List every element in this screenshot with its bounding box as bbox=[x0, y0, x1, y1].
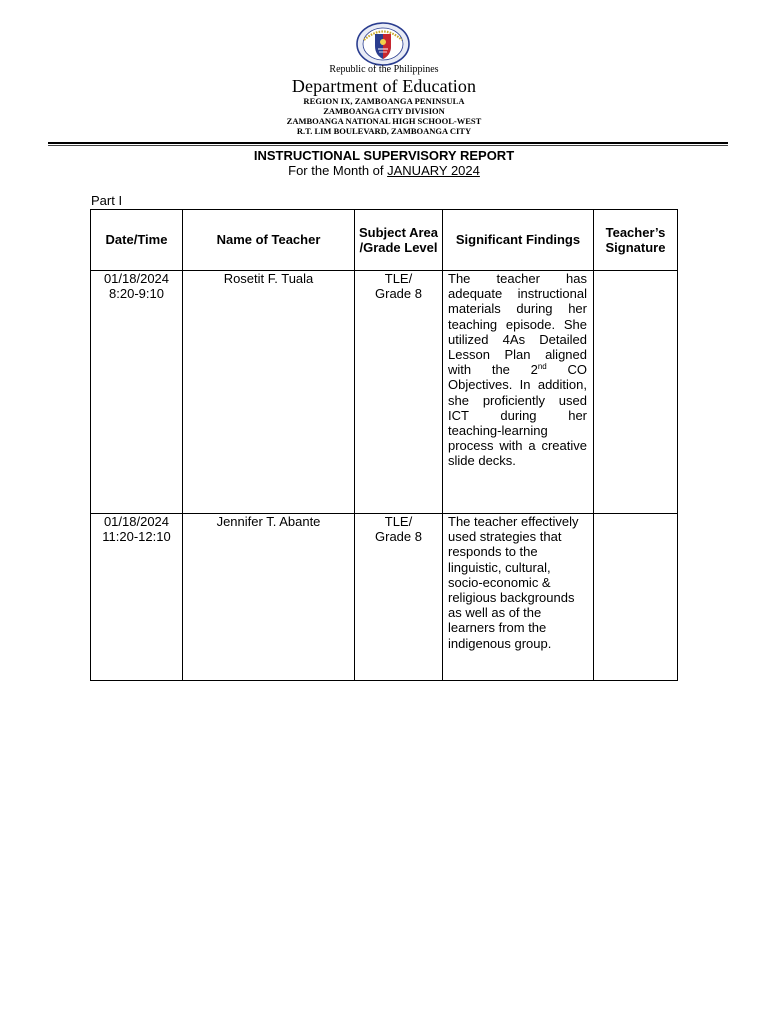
department-name: Department of Education bbox=[291, 76, 477, 96]
supervisory-table bbox=[90, 209, 678, 681]
republic-line: Republic of the Philippines bbox=[329, 64, 439, 75]
signature-cell bbox=[594, 514, 678, 681]
header-subject: Subject Area /Grade Level bbox=[355, 210, 443, 271]
part-label: Part I bbox=[91, 193, 123, 208]
region-line: REGION IX, ZAMBOANGA PENINSULA bbox=[303, 96, 465, 106]
report-title: INSTRUCTIONAL SUPERVISORY REPORT bbox=[253, 148, 515, 163]
findings-cell: The teacher effectively used strategies that responds to the linguistic, cultural, socio-economic & religious backgrounds as well as of the learners from the indigenous group. bbox=[443, 514, 594, 681]
date-text: 01/18/2024 bbox=[103, 271, 170, 286]
grade-text: Grade 8 bbox=[375, 529, 422, 545]
table-row bbox=[91, 514, 678, 681]
school-line: ZAMBOANGA NATIONAL HIGH SCHOOL-WEST bbox=[286, 116, 482, 126]
findings-cell bbox=[443, 271, 594, 514]
division-line: ZAMBOANGA CITY DIVISION bbox=[323, 106, 445, 116]
subject-cell bbox=[355, 514, 443, 681]
subject-text: TLE/ bbox=[384, 514, 413, 529]
address-line: R.T. LIM BOULEVARD, ZAMBOANGA CITY bbox=[296, 126, 472, 136]
findings-text-cont: CO Objectives. In addition, she proficiently used ICT during her teaching-learning process with a creative slide decks. bbox=[448, 362, 587, 469]
findings-text: The teacher has adequate instructional materials during her teaching episode. She utilized 4As Detailed Lesson Plan aligned with the 2 bbox=[448, 271, 587, 378]
month-prefix: For the Month of bbox=[288, 163, 388, 178]
subject-text: TLE/ bbox=[384, 271, 413, 286]
report-month bbox=[0, 163, 768, 178]
time-text: 11:20-12:10 bbox=[102, 529, 171, 545]
deped-seal-icon bbox=[355, 22, 411, 66]
datetime-cell bbox=[91, 514, 183, 681]
ordinal-suffix: nd bbox=[537, 362, 547, 372]
date-text: 01/18/2024 bbox=[103, 514, 170, 529]
subject-cell bbox=[355, 271, 443, 514]
datetime-cell bbox=[91, 271, 183, 514]
month-value: JANUARY 2024 bbox=[387, 163, 480, 178]
table-header-row bbox=[91, 210, 678, 271]
grade-text: Grade 8 bbox=[375, 286, 422, 302]
teacher-cell: Jennifer T. Abante bbox=[183, 514, 355, 681]
header-findings: Significant Findings bbox=[443, 210, 594, 271]
header-signature: Teacher’s Signature bbox=[594, 210, 678, 271]
header-teacher: Name of Teacher bbox=[183, 210, 355, 271]
table-row bbox=[91, 271, 678, 514]
signature-cell bbox=[594, 271, 678, 514]
header-datetime: Date/Time bbox=[91, 210, 183, 271]
header-divider-thin bbox=[48, 145, 728, 146]
teacher-cell: Rosetit F. Tuala bbox=[183, 271, 355, 514]
header-divider bbox=[48, 142, 728, 144]
time-text: 8:20-9:10 bbox=[109, 286, 164, 302]
